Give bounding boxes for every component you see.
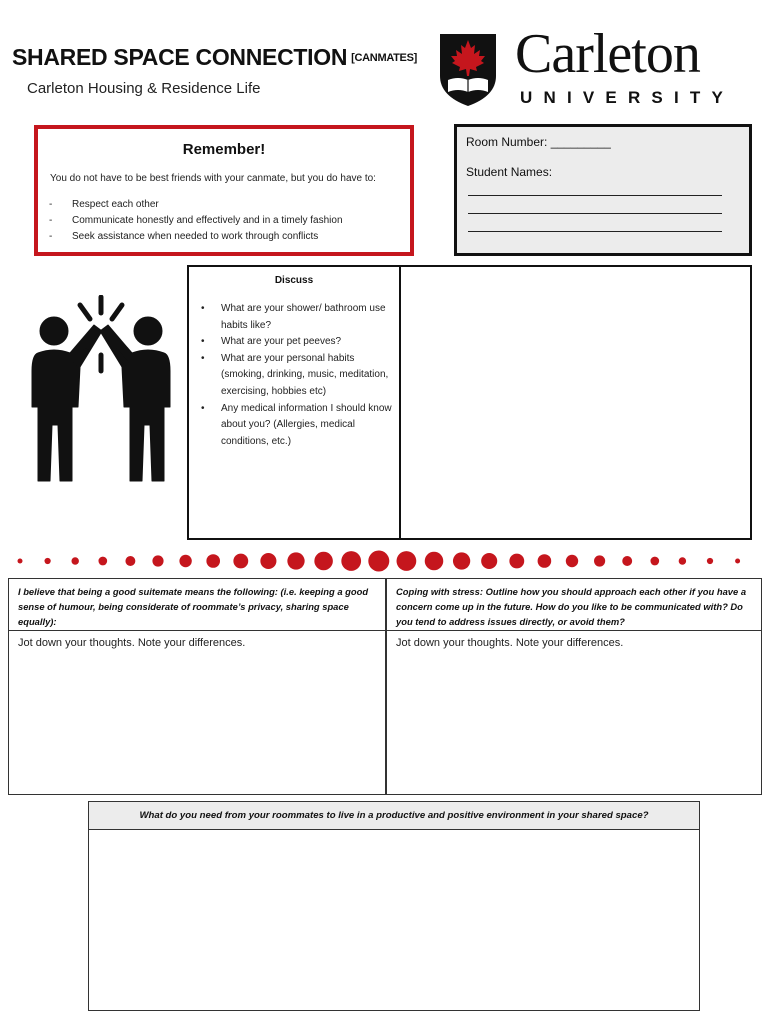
discuss-box	[187, 265, 401, 540]
divider-dot	[152, 555, 163, 566]
student-names-label: Student Names:	[466, 165, 553, 179]
remember-item: - Communicate honestly and effectively and in a timely fashion	[49, 215, 343, 226]
page-subtitle: Carleton Housing & Residence Life	[27, 80, 261, 97]
title-tag: [CANMATES]	[351, 52, 417, 64]
student-name-line[interactable]	[468, 231, 722, 232]
discuss-item: • What are your personal habits (smoking, drinking, music, meditation, exercising, hobbies etc)	[221, 351, 396, 401]
coping-notes-field[interactable]	[386, 630, 762, 795]
carleton-shield-icon	[438, 32, 498, 108]
divider-dot	[509, 554, 524, 569]
page-title	[12, 44, 417, 71]
divider-dot	[481, 553, 497, 569]
discuss-title: Discuss	[274, 275, 314, 286]
divider-dot	[18, 559, 23, 564]
divider-dot	[735, 559, 740, 564]
divider-dot	[341, 551, 361, 571]
needs-notes-field[interactable]	[88, 829, 700, 1011]
remember-box	[34, 125, 414, 256]
divider-dot	[707, 558, 713, 564]
dotted-divider	[0, 548, 770, 574]
coping-heading: Coping with stress: Outline how you should approach each other if you have a concern come up in the future. How do you like to be communicated with? Do you tend to address issues directly, or avoid them?	[386, 578, 762, 631]
divider-dot	[287, 552, 304, 569]
divider-dot	[44, 558, 50, 564]
coping-prompt: Jot down your thoughts. Note your differences.	[396, 637, 624, 649]
divider-dot	[397, 551, 417, 571]
divider-dot	[650, 557, 659, 566]
remember-list	[49, 197, 343, 245]
high-five-icon	[24, 295, 178, 485]
remember-item-text: Communicate honestly and effectively and in a timely fashion	[72, 215, 343, 226]
divider-dot	[453, 552, 470, 569]
university-wordmark: UNIVERSITY	[520, 88, 735, 107]
remember-title: Remember!	[182, 141, 266, 158]
divider-dot	[368, 551, 389, 572]
student-name-line[interactable]	[468, 195, 722, 196]
divider-dot	[679, 557, 686, 564]
carleton-wordmark: Carleton	[515, 23, 700, 85]
room-number-field[interactable]: Room Number: _________	[466, 135, 611, 149]
remember-item: - Respect each other	[49, 199, 159, 210]
discuss-item: • What are your pet peeves?	[221, 334, 396, 351]
divider-dot	[125, 556, 135, 566]
suitemate-heading: I believe that being a good suitemate means the following: (i.e. keeping a good sense of humour, being considerate of roommate’s privacy, sharing space equally):	[8, 578, 386, 631]
remember-item-text: Respect each other	[72, 199, 159, 210]
discuss-list	[221, 301, 396, 450]
student-name-line[interactable]	[468, 213, 722, 214]
discuss-notes-field[interactable]	[399, 265, 752, 540]
suitemate-prompt: Jot down your thoughts. Note your differences.	[18, 637, 246, 649]
divider-dot	[594, 555, 605, 566]
divider-dot	[233, 554, 248, 569]
divider-dot	[425, 552, 444, 571]
title-text: SHARED SPACE CONNECTION	[12, 44, 348, 70]
remember-item: - Seek assistance when needed to work through conflicts	[49, 231, 319, 242]
divider-dot	[566, 555, 578, 567]
discuss-item: • What are your shower/ bathroom use habits like?	[221, 301, 396, 334]
divider-dot	[260, 553, 276, 569]
divider-dot	[98, 557, 107, 566]
discuss-item: • Any medical information I should know about you? (Allergies, medical conditions, etc.)	[221, 401, 396, 451]
divider-dot	[622, 556, 632, 566]
divider-dot	[71, 557, 78, 564]
needs-heading: What do you need from your roommates to live in a productive and positive environment in your shared space?	[88, 801, 700, 830]
divider-dot	[179, 555, 191, 567]
divider-dot	[538, 554, 552, 568]
suitemate-notes-field[interactable]	[8, 630, 386, 795]
remember-item-text: Seek assistance when needed to work through conflicts	[72, 231, 319, 242]
room-info-box	[454, 124, 752, 256]
remember-intro: You do not have to be best friends with your canmate, but you do have to:	[50, 173, 376, 184]
divider-dot	[206, 554, 220, 568]
divider-dot	[314, 552, 333, 571]
